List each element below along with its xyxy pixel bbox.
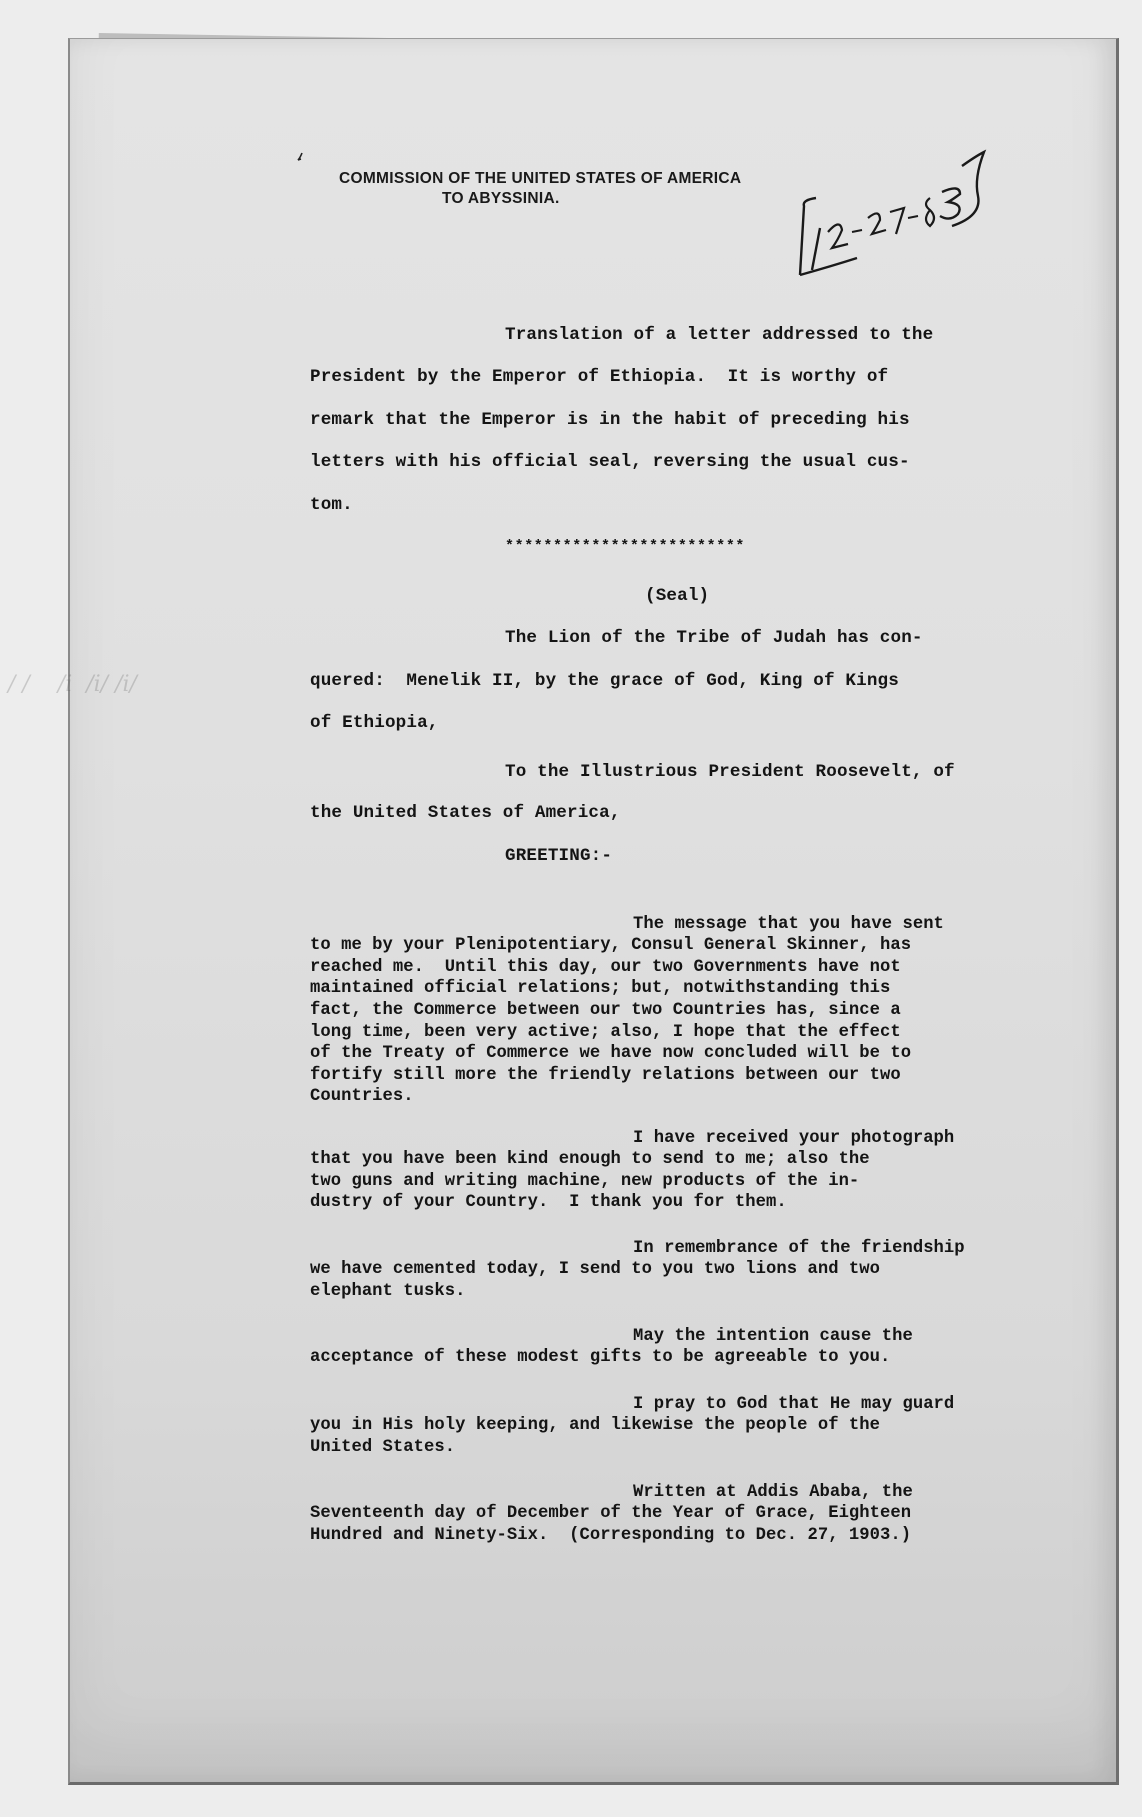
body-p2-line-3: two guns and writing machine, new products of the in- [310, 1171, 860, 1191]
body-p1-line-2: to me by your Plenipotentiary, Consul General Skinner, has [310, 936, 912, 956]
intro-line-3: remark that the Emperor is in the habit of preceding his [310, 410, 910, 430]
body-p6-line-2: Seventeenth day of December of the Year of Grace, Eighteen [310, 1504, 912, 1524]
body-p1-line-8: fortify still more the friendly relations between our two [310, 1065, 901, 1085]
salutation-line-2: quered: Menelik II, by the grace of God, King of Kings [310, 671, 899, 691]
body-p2-line-1: I have received your photograph [633, 1128, 955, 1148]
body-p2-line-4: dustry of your Country. I thank you for them. [310, 1193, 787, 1213]
intro-line-2: President by the Emperor of Ethiopia. It is worthy of [310, 367, 889, 387]
intro-line-5: tom. [310, 495, 353, 515]
handwritten-date-annotation [792, 148, 1042, 278]
salutation-line-4: To the Illustrious President Roosevelt, of [505, 762, 955, 782]
bleed-through-marks: / / /i /i/ /i/ [8, 672, 137, 697]
body-p3-line-1: In remembrance of the friendship [633, 1238, 965, 1258]
asterisk-separator: ************************* [505, 538, 746, 555]
header-line-1: COMMISSION OF THE UNITED STATES OF AMERICA [339, 170, 742, 187]
intro-line-1: Translation of a letter addressed to the [505, 325, 934, 345]
body-p5-line-2: you in His holy keeping, and likewise the people of the [310, 1416, 881, 1436]
body-p3-line-2: we have cemented today, I send to you two lions and two [310, 1260, 881, 1280]
body-p1-line-7: of the Treaty of Commerce we have now concluded will be to [310, 1044, 912, 1064]
body-p2-line-2: that you have been kind enough to send to me; also the [310, 1150, 870, 1170]
greeting: GREETING:- [505, 846, 613, 866]
body-p6-line-3: Hundred and Ninety-Six. (Corresponding to Dec. 27, 1903.) [310, 1525, 912, 1545]
body-p1-line-5: fact, the Commerce between our two Countries has, since a [310, 1000, 901, 1020]
body-paragraph-1 [310, 892, 944, 1130]
salutation-line-1: The Lion of the Tribe of Judah has con- [505, 628, 923, 648]
body-p1-line-3: reached me. Until this day, our two Governments have not [310, 957, 901, 977]
intro-line-4: letters with his official seal, reversing the usual cus- [310, 452, 910, 472]
body-p1-line-6: long time, been very active; also, I hope that the effect [310, 1022, 901, 1042]
body-p4-line-1: May the intention cause the [633, 1326, 913, 1346]
seal-label: (Seal) [645, 586, 710, 606]
salutation-line-5: the United States of America, [310, 803, 621, 823]
body-p1-line-1: The message that you have sent [633, 914, 944, 934]
body-paragraph-6 [310, 1460, 913, 1568]
pen-tick-mark [297, 152, 303, 162]
body-p4-line-2: acceptance of these modest gifts to be agreeable to you. [310, 1348, 891, 1368]
body-p5-line-3: United States. [310, 1437, 456, 1457]
body-p1-line-4: maintained official relations; but, notwithstanding this [310, 979, 891, 999]
body-p1-line-9: Countries. [310, 1087, 414, 1107]
salutation-line-3: of Ethiopia, [310, 713, 439, 733]
header-line-2: TO ABYSSINIA. [442, 190, 560, 207]
body-p3-line-3: elephant tusks. [310, 1281, 466, 1301]
body-p6-line-1: Written at Addis Ababa, the [633, 1482, 913, 1502]
body-p5-line-1: I pray to God that He may guard [633, 1394, 955, 1414]
